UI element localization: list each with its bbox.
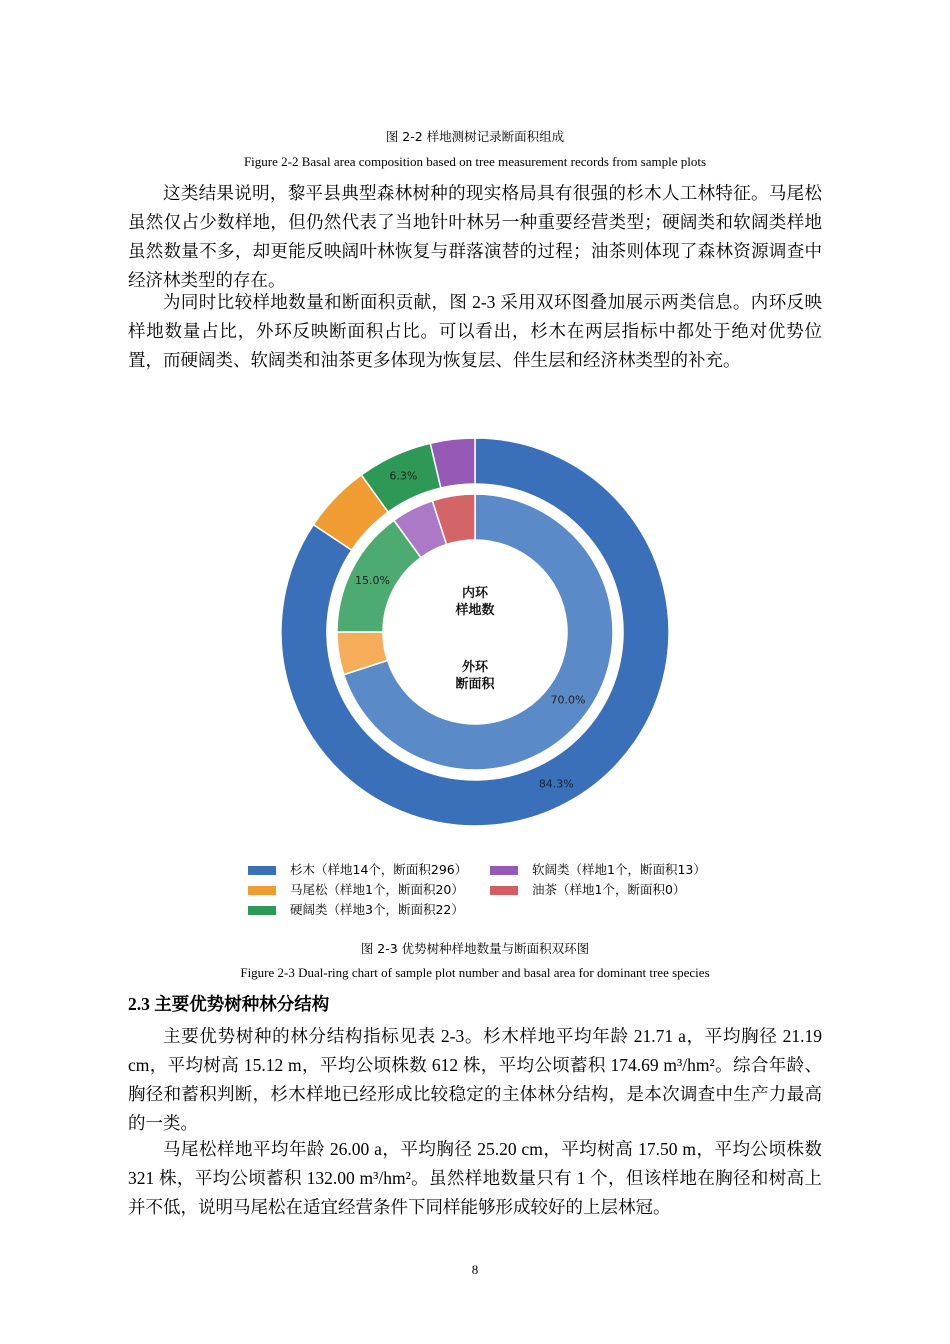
center-label-outer-0: 外环 xyxy=(461,660,489,675)
legend-label: 杉木（样地14个，断面积296） xyxy=(290,862,468,877)
page-number: 8 xyxy=(471,1262,479,1277)
center-label-inner-1: 样地数 xyxy=(455,603,495,618)
inner-ring-label-0: 70.0% xyxy=(550,693,586,707)
center-label-inner-0: 内环 xyxy=(461,586,489,601)
paragraph-1: 这类结果说明，黎平县典型森林树种的现实格局具有很强的杉木人工林特征。马尾松虽然仅占少数样地，但仍然代表了当地针叶林另一种重要经营类型；硬阔类和软阔类样地虽然数量不多，却更能反映阔叶林恢复与群落演替的过程；油茶则体现了森林资源调查中经济林类型的存在。 xyxy=(128,183,822,290)
legend-swatch xyxy=(248,886,276,895)
paragraph-4: 马尾松样地平均年龄 26.00 a，平均胸径 25.20 cm，平均树高 17.50 m，平均公顷株数 321 株，平均公顷蓄积 132.00 m³/hm²。虽然样地数量只有 1 个，但该样地在胸径和树高上并不低，说明马尾松在适宜经营条件下同样能够形成较好的上层林冠。 xyxy=(128,1139,822,1217)
figure-2-3-caption-en: Figure 2-3 Dual-ring chart of sample plot number and basal area for dominant tree species xyxy=(240,965,710,980)
figure-2-2-caption-cn: 图 2-2 样地测树记录断面积组成 xyxy=(385,129,565,144)
legend-label: 马尾松（样地1个，断面积20） xyxy=(290,882,464,897)
legend-item-maweisong xyxy=(248,880,464,898)
legend-item-youcha xyxy=(490,880,685,898)
outer-ring-label-2: 6.3% xyxy=(389,469,418,483)
paragraph-2: 为同时比较样地数量和断面积贡献，图 2-3 采用双环图叠加展示两类信息。内环反映样地数量占比，外环反映断面积占比。可以看出，杉木在两层指标中都处于绝对优势位置，而硬阔类、软阔类和油茶更多体现为恢复层、伴生层和经济林类型的补充。 xyxy=(128,292,822,370)
legend-item-yingkuo xyxy=(248,900,464,918)
legend-item-ruankuo xyxy=(490,860,706,878)
figure-2-2-caption-en: Figure 2-2 Basal area composition based on tree measurement records from sample plots xyxy=(243,154,707,169)
outer-ring-label-0: 84.3% xyxy=(538,777,574,791)
legend-label: 油茶（样地1个，断面积0） xyxy=(532,882,686,897)
legend-item-shanmu xyxy=(248,860,467,878)
section-heading: 2.3 主要优势树种林分结构 xyxy=(128,994,330,1014)
inner-ring-label-2: 15.0% xyxy=(355,573,391,587)
legend-swatch xyxy=(490,886,518,895)
center-label-outer-1: 断面积 xyxy=(455,677,495,692)
legend-label: 软阔类（样地1个，断面积13） xyxy=(532,862,706,877)
legend-swatch xyxy=(490,866,518,875)
paragraph-3: 主要优势树种的林分结构指标见表 2-3。杉木样地平均年龄 21.71 a，平均胸径 21.19 cm，平均树高 15.12 m，平均公顷株数 612 株，平均公顷蓄积 174.69 m³/hm²。综合年龄、胸径和蓄积判断，杉木样地已经形成比较稳定的主体林分结构，是本次调查中生产力最高的一类。 xyxy=(128,1026,822,1133)
legend-swatch xyxy=(248,866,276,875)
figure-2-3-caption-cn: 图 2-3 优势树种样地数量与断面积双环图 xyxy=(360,941,590,956)
legend-swatch xyxy=(248,906,276,915)
legend-label: 硬阔类（样地3个，断面积22） xyxy=(290,902,464,917)
